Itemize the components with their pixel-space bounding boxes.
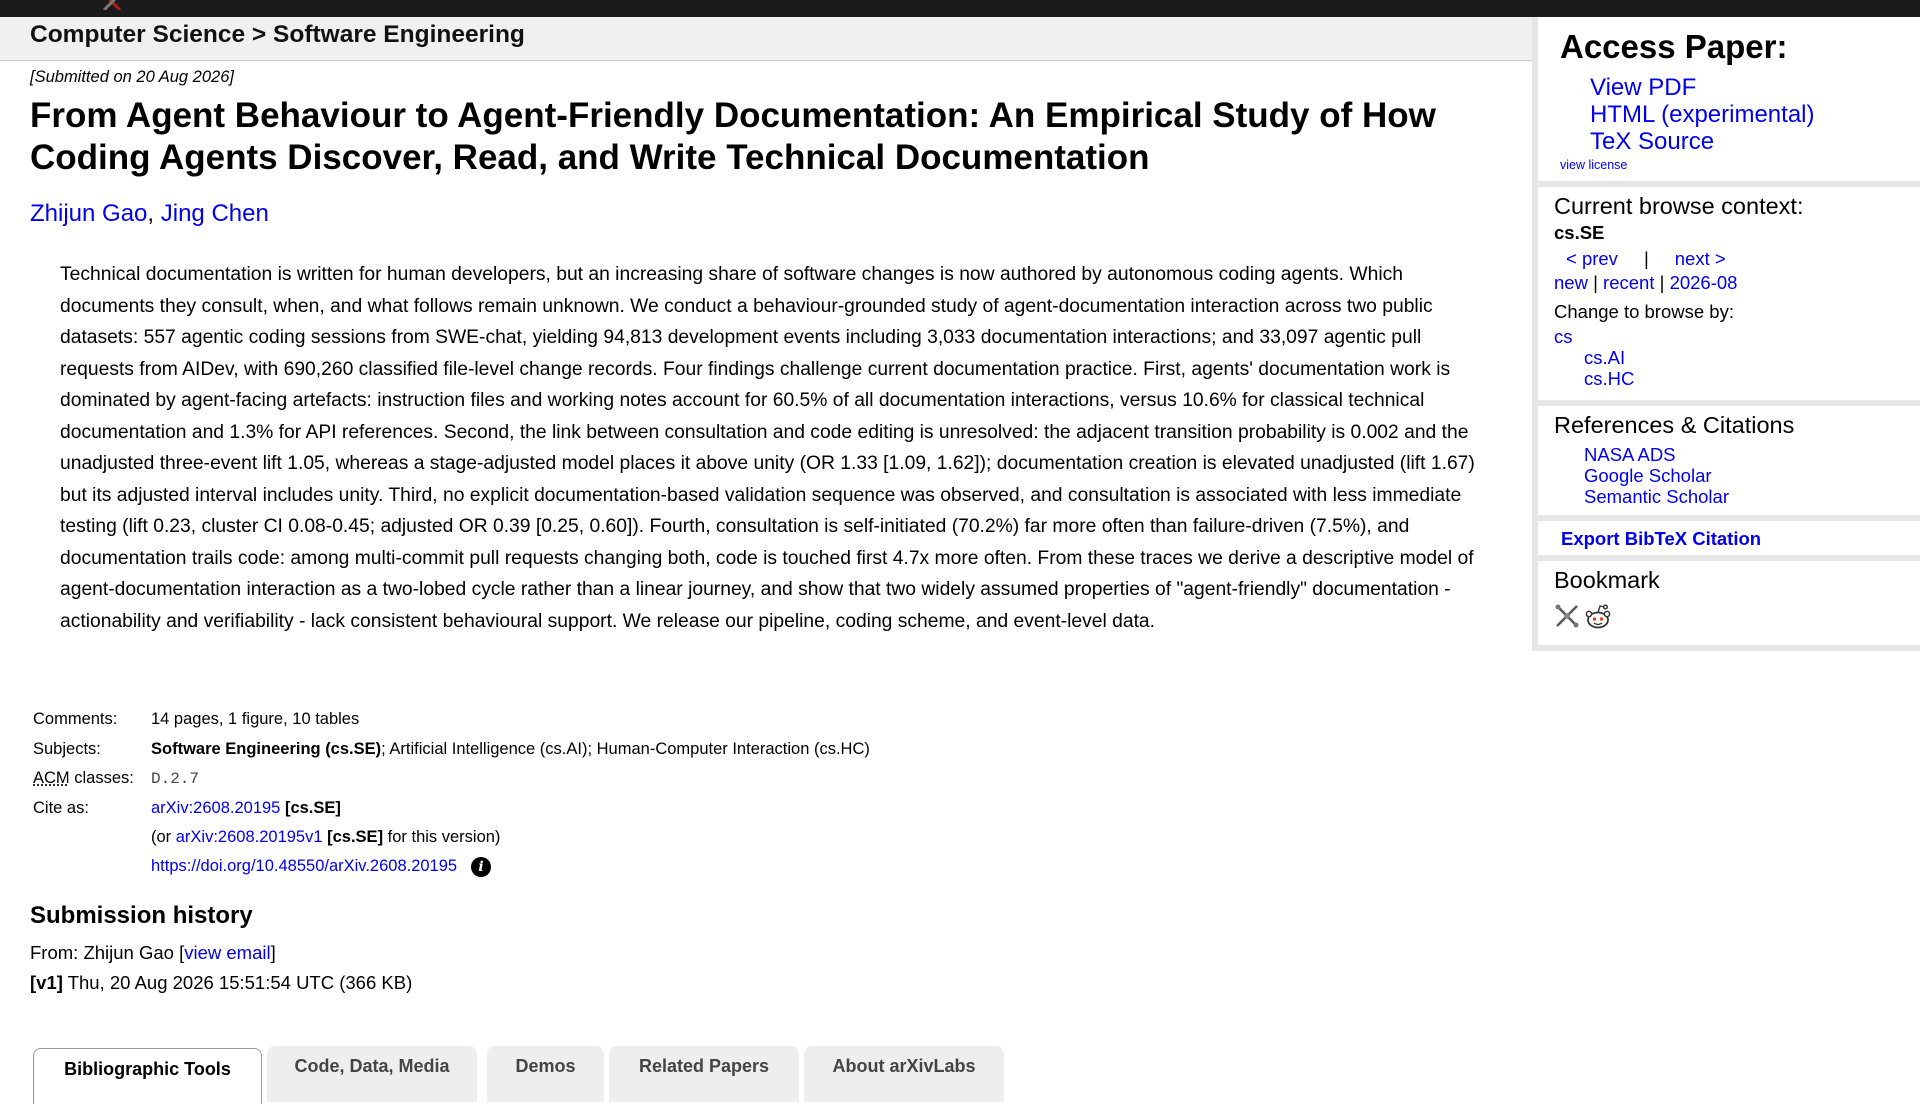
version-entry (30, 972, 412, 994)
comments-row (30, 705, 870, 735)
google-scholar-link[interactable]: Google Scholar (1584, 465, 1712, 486)
reddit-icon[interactable] (1584, 603, 1612, 636)
access-paper-heading: Access Paper: (1560, 28, 1788, 65)
secondary-subjects: ; Artificial Intelligence (cs.AI); Human-Computer Interaction (cs.HC) (381, 739, 870, 758)
acm-row (30, 764, 870, 794)
tex-source-link[interactable]: TeX Source (1590, 128, 1715, 155)
next-link[interactable]: next > (1674, 248, 1726, 269)
new-recent-nav: new | recent | 2026-08 (1554, 272, 1738, 293)
doi-row (30, 853, 870, 883)
submission-date: [Submitted on 20 Aug 2026] (30, 68, 234, 86)
browse-cs-link[interactable]: cs (1554, 326, 1573, 347)
breadcrumb: Computer Science > Software Engineering (0, 17, 1532, 61)
sidebar (1532, 17, 1920, 651)
acm-abbr: ACM (33, 769, 70, 788)
tab-bibliographic-tools[interactable]: Bibliographic Tools (33, 1048, 262, 1104)
subjects-row (30, 735, 870, 765)
arxiv-logo-icon[interactable] (90, 0, 134, 10)
author-link[interactable]: Jing Chen (160, 200, 269, 227)
browse-cs-ai-link[interactable]: cs.AI (1584, 347, 1626, 368)
bookmark-section (1538, 561, 1920, 641)
cite-version-row (30, 823, 870, 853)
view-license-link[interactable]: view license (1560, 158, 1628, 172)
prev-next-nav: < prev | next > (1566, 248, 1726, 269)
subjects-value (151, 735, 870, 765)
change-browse-label: Change to browse by: (1554, 301, 1734, 322)
tab-code-data-media[interactable]: Code, Data, Media (267, 1046, 477, 1102)
bookmark-heading: Bookmark (1554, 567, 1660, 593)
bibsonomy-icon[interactable] (1554, 603, 1580, 636)
info-icon[interactable]: i (471, 857, 491, 877)
prev-link[interactable]: < prev (1566, 248, 1618, 269)
recent-link[interactable]: recent (1603, 272, 1655, 293)
top-bar (0, 0, 1920, 17)
cite-version-category: [cs.SE] (327, 828, 384, 847)
submission-from: From: Zhijun Gao [view email] (30, 942, 276, 963)
browse-context-value: cs.SE (1554, 222, 1605, 243)
comments-label: Comments: (33, 710, 118, 729)
cite-category: [cs.SE] (284, 798, 341, 817)
cite-version-value: (or arXiv:2608.20195v1 [cs.SE] for this version) (151, 828, 501, 847)
cite-row (30, 794, 870, 824)
paper-title: From Agent Behaviour to Agent-Friendly Documentation: An Empirical Study of How Coding Agents Discover, Read, and Write Technical Documentation (30, 96, 1436, 177)
references-section (1538, 406, 1920, 521)
month-link[interactable]: 2026-08 (1669, 272, 1738, 293)
nasa-ads-link[interactable]: NASA ADS (1584, 444, 1676, 465)
html-link[interactable]: HTML (experimental) (1590, 101, 1815, 128)
tab-related-papers[interactable]: Related Papers (609, 1046, 799, 1102)
primary-subject: Software Engineering (cs.SE) (151, 739, 382, 758)
abstract: Technical documentation is written for human developers, but an increasing share of software changes is now authored by autonomous coding agents. Which documents they consult, when, and what follows remain unknown. We conduct a behaviour-grounded study of agent-documentation interaction across two public datasets: 557 agentic coding sessions from SWE-chat, yielding 94,813 development events including 3,033 documentation interactions; and 33,097 agentic pull requests from AIDev, with 690,260 classified file-level change records. Four findings challenge current documentation practice. First, agents' documentation work is dominated by agent-facing artefacts: instruction files and working notes account for 60.5% of all documentation interactions, versus 10.6% for classical technical documentation and 1.3% for API references. Second, the link between consultation and code editing is unresolved: the adjacent transition probability is 0.002 and the unadjusted three-event lift 1.05, whereas a stage-adjusted model places it above unity (OR 1.33 [1.09, 1.62]); documentation creation is elevated unadjusted (lift 1.67) but its adjusted interval includes unity. Third, no explicit documentation-based validation sequence was observed, and consultation is associated with less immediate testing (lift 0.23, cluster CI 0.08-0.45; adjusted OR 0.39 [0.25, 0.60]). Fourth, consultation is self-initiated (70.2%) far more often than failure-driven (7.5%), and documentation trails code: among multi-commit pull requests changing both, code is touched first 4.7x more often. From these traces we derive a descriptive model of agent-documentation interaction as a two-lobed cycle rather than a linear journey, and show that two widely assumed properties of "agent-friendly" documentation - actionability and verifiability - lack consistent behavioural support. We release our pipeline, coding scheme, and event-level data. (60, 264, 1475, 632)
download-links (1590, 74, 1815, 155)
author-list: Zhijun Gao, Jing Chen (30, 200, 269, 227)
metadata-table (30, 705, 870, 882)
tab-about-arxivlabs[interactable]: About arXivLabs (804, 1046, 1004, 1102)
semantic-scholar-link[interactable]: Semantic Scholar (1584, 486, 1729, 507)
cite-link[interactable]: arXiv:2608.20195 (151, 798, 281, 817)
author-link[interactable]: Zhijun Gao (30, 200, 148, 227)
references-links (1584, 444, 1729, 507)
doi-link[interactable]: https://doi.org/10.48550/arXiv.2608.20195 (151, 857, 458, 876)
export-bibtex-link[interactable]: Export BibTeX Citation (1561, 528, 1762, 549)
references-heading: References & Citations (1554, 412, 1795, 438)
cite-value (151, 794, 870, 824)
submission-history-heading: Submission history (30, 902, 253, 929)
view-pdf-link[interactable]: View PDF (1590, 74, 1697, 101)
main-content (0, 17, 1532, 1080)
version-details: Thu, 20 Aug 2026 15:51:54 UTC (366 KB) (62, 972, 413, 993)
browse-context-heading: Current browse context: (1554, 193, 1804, 219)
browse-context-section (1538, 187, 1920, 406)
subjects-label: Subjects: (33, 739, 101, 758)
acm-label (30, 764, 151, 794)
cite-version-link[interactable]: arXiv:2608.20195v1 (175, 828, 323, 847)
doi-value (151, 853, 870, 883)
new-link[interactable]: new (1554, 272, 1588, 293)
browse-cs-hc-link[interactable]: cs.HC (1584, 368, 1635, 389)
cite-label: Cite as: (33, 798, 89, 817)
view-email-link[interactable]: view email (184, 942, 271, 963)
version-tag: [v1] (30, 972, 63, 993)
acm-value: D.2.7 (151, 769, 200, 788)
bookmark-icons (1554, 603, 1612, 636)
access-paper-section (1538, 17, 1920, 187)
acm-label-rest: classes: (69, 769, 134, 788)
bibtex-section (1538, 521, 1920, 561)
comments-value: 14 pages, 1 figure, 10 tables (151, 710, 360, 729)
tab-demos[interactable]: Demos (487, 1046, 604, 1102)
